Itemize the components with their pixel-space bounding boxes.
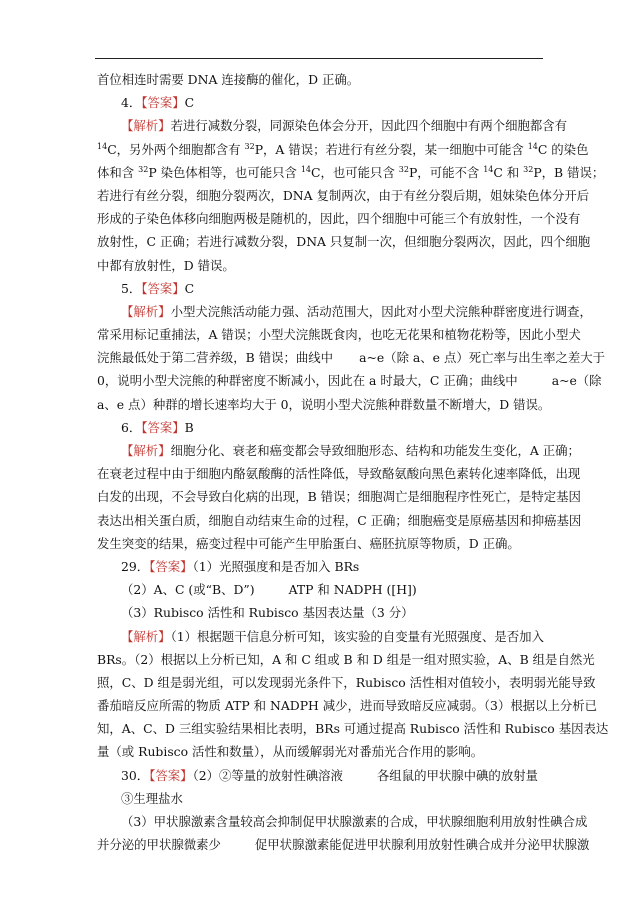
text-line: [97, 254, 543, 277]
answer-label: 【答案】: [141, 280, 185, 296]
answer-value: C: [184, 280, 195, 296]
question-number: 29．: [121, 558, 150, 574]
text-line: [97, 810, 588, 833]
text-span: 知，A、C、D 三组实验结果相比表明，BRs 可通过提高 Rubisco 活性和 Rubisco 基因表达: [97, 721, 609, 737]
answer-30: [97, 764, 543, 787]
superscript: 14: [527, 141, 538, 151]
text-line: [97, 369, 602, 392]
answer-label: 【答案】: [149, 767, 193, 783]
text-span: （3）甲状腺激素含量较高会抑制促甲状腺激素的合成，甲状腺细胞利用放射性碘合成: [121, 814, 588, 829]
superscript: 32: [523, 164, 534, 174]
text-line: [97, 138, 589, 161]
text-span: 若进行有丝分裂，细胞分裂两次，DNA 复制两次，由于有丝分裂后期，姐妹染色体分开后: [97, 187, 590, 203]
text-span: C 的染色: [537, 141, 589, 157]
analysis-label: 【解析】: [121, 118, 171, 134]
analysis-label: 【解析】: [121, 303, 171, 319]
superscript: 32: [398, 164, 409, 174]
text-span: a~e（除: [551, 373, 602, 389]
text-span: 若进行减数分裂，同源染色体会分开，因此四个细胞中有两个细胞都含有: [170, 118, 568, 134]
analysis-6: [97, 439, 580, 462]
analysis-label: 【解析】: [121, 628, 171, 644]
text-line: [97, 694, 598, 717]
superscript: 32: [138, 164, 149, 174]
answer-value: B: [184, 419, 194, 435]
text-span: C，另外两个细胞都含有: [107, 141, 245, 157]
text-span: 在衰老过程中由于细胞内酪氨酸酶的活性降低，导致酪氨酸向黑色素转化速率降低，出现: [97, 466, 581, 482]
text-span: P 染色体相等，也可能只含: [148, 164, 301, 180]
analysis-label: 【解析】: [121, 443, 171, 458]
answer-5: [97, 277, 543, 300]
text-span: 发生突变的结果，癌变过程中可能产生甲胎蛋白、癌胚抗原等物质，D 正确。: [97, 535, 520, 551]
text-span: 中都有放射性，D 错误。: [97, 257, 235, 273]
text-line: [97, 68, 543, 91]
text-line: [97, 787, 543, 810]
text-span: 小型犬浣熊活动能力强、活动范围大，因此对小型犬浣熊种群密度进行调查，: [170, 303, 592, 319]
superscript: 14: [97, 141, 108, 151]
text-line: [97, 740, 543, 763]
answer-label: 【答案】: [141, 419, 185, 435]
text-line: [97, 207, 581, 230]
text-line: [97, 717, 609, 740]
text-span: ③生理盐水: [121, 790, 183, 806]
answer-label: 【答案】: [149, 558, 193, 574]
answer-label: 【答案】: [141, 95, 185, 111]
text-span: 放射性，C 正确；若进行减数分裂，DNA 只复制一次，但细胞分裂两次，因此，四个细胞: [97, 234, 591, 250]
text-line: [97, 485, 581, 508]
text-span: BRs。（2）根据以上分析已知，A 和 C 组或 B 和 D 组是一组对照实验，A、B 组是自然光: [97, 651, 595, 667]
text-line: [97, 161, 605, 184]
text-span: 体和含: [97, 164, 139, 180]
superscript: 14: [300, 164, 312, 174]
text-line: [97, 230, 591, 253]
text-line: [97, 601, 543, 624]
document-body: [97, 68, 609, 856]
text-span: 0，说明小型犬浣熊的种群密度不断减小，因此在 a 时最大，C 正确；曲线中: [97, 373, 518, 389]
text-line: [97, 184, 590, 207]
question-number: 4．: [121, 95, 142, 111]
analysis-4: [97, 114, 568, 137]
text-span: 促甲状腺激素能促进甲状腺利用放射性碘合成并分泌甲状腺激: [254, 837, 590, 853]
header-rule: [95, 58, 543, 59]
text-span: 常采用标记重捕法，A 错误；小型犬浣熊既食肉，也吃无花果和植物花粉等，因此小型犬: [97, 327, 581, 343]
text-line: [97, 671, 596, 694]
superscript: 32: [244, 141, 255, 151]
text-span: （1）根据题干信息分析可知，该实验的自变量有光照强度、是否加入: [170, 628, 544, 644]
text-span: 细胞分化、衰老和癌变都会导致细胞形态、结构和功能发生变化，A 正确；: [170, 443, 580, 458]
text-line: [97, 648, 595, 671]
question-number: 5．: [121, 280, 142, 296]
text-span: P，可能不含: [408, 164, 484, 180]
text-line: [97, 393, 551, 416]
text-span: 并分泌的甲状腺微素少: [97, 837, 221, 853]
text-span: P，A 错误；若进行有丝分裂，某一细胞中可能含: [254, 141, 528, 157]
text-line: [97, 323, 581, 346]
text-span: 白发的出现，不会导致白化病的出现，B 错误；细胞凋亡是细胞程序性死亡，是特定基因: [97, 489, 581, 505]
answer-value: 各组鼠的甲状腺中碘的放射量: [376, 767, 538, 783]
superscript: 14: [483, 164, 494, 174]
text-span: 浣熊最低处于第二营养级，B 错误；曲线中: [97, 350, 334, 366]
text-line: [97, 532, 543, 555]
answer-value: （2）②等量的放射性碘溶液: [192, 767, 343, 783]
answer-value: （1）光照强度和是否加入 BRs: [192, 558, 360, 574]
answer-value: C: [184, 95, 195, 111]
text-span: 表达出相关蛋白质，细胞自动结束生命的过程，C 正确；细胞癌变是原癌基因和抑癌基因: [97, 512, 582, 528]
text-span: 量（或 Rubisco 活性和数量），从而缓解弱光对番茄光合作用的影响。: [97, 744, 484, 760]
analysis-5: [97, 300, 592, 323]
question-number: 6．: [121, 419, 142, 435]
text-span: （3）Rubisco 活性和 Rubisco 基因表达量（3 分）: [121, 605, 414, 621]
text-line: [97, 462, 581, 485]
text-span: C，也可能只含: [311, 164, 399, 180]
text-span: （2）A、C (或“B、D”): [121, 582, 255, 598]
text-span: ATP 和 NADPH ([H]): [288, 582, 417, 598]
text-span: 首位相连时需要 DNA 连接酶的催化，D 正确。: [97, 72, 360, 87]
text-line: [97, 578, 543, 601]
text-span: 照，C、D 组是弱光组，可以发现弱光条件下，Rubisco 活性相对值较小，表明弱光能导致: [97, 674, 596, 690]
text-span: a、e 点）种群的增长速率均大于 0，说明小型犬浣熊种群数量不断增大，D 错误。: [97, 396, 551, 412]
answer-4: [97, 91, 543, 114]
text-span: C 和: [493, 164, 524, 180]
answer-6: [97, 416, 543, 439]
answer-29: [97, 555, 543, 578]
question-number: 30．: [121, 767, 150, 783]
text-line: [97, 509, 582, 532]
text-span: a~e（除 a、e 点）死亡率与出生率之差大于: [359, 350, 606, 366]
text-line: [97, 833, 590, 856]
text-line: [97, 346, 606, 369]
text-span: 形成的子染色体移向细胞两极是随机的，因此，四个细胞中可能三个有放射性，一个没有: [97, 211, 581, 227]
text-span: 番茄暗反应所需的物质 ATP 和 NADPH 减少，进而导致暗反应减弱。（3）根据以上分析已: [97, 698, 598, 714]
text-span: P，B 错误；: [533, 164, 605, 180]
analysis-29: [97, 625, 543, 648]
